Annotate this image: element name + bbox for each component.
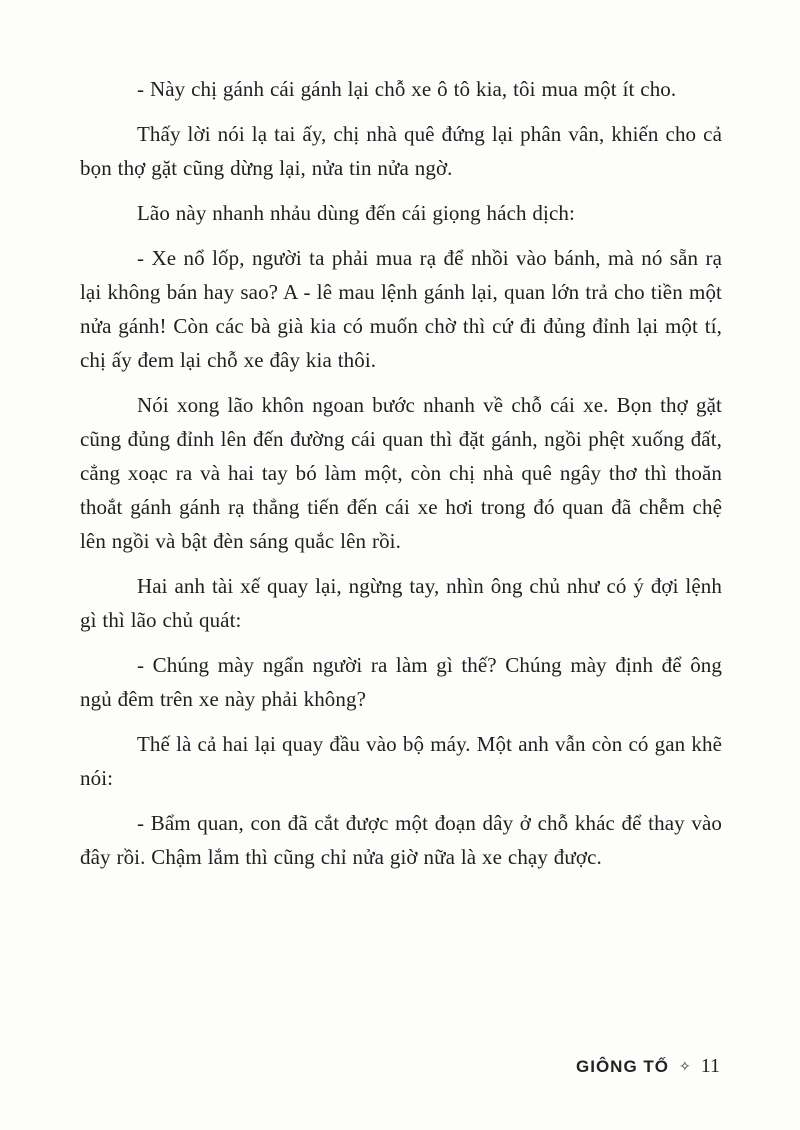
paragraph: Thế là cả hai lại quay đầu vào bộ máy. Một anh vẫn còn có gan khẽ nói: <box>80 732 722 790</box>
paragraph: Nói xong lão khôn ngoan bước nhanh về chỗ cái xe. Bọn thợ gặt cũng đủng đỉnh lên đến đường cái quan thì đặt gánh, ngồi phệt xuống đất, cẳng xoạc ra và hai tay bó làm một, còn chị nhà quê ngây thơ thì thoăn thoắt gánh gánh rạ thẳng tiến đến cái xe hơi trong đó quan đã chễm chệ lên ngồi và bật đèn sáng quắc lên rồi. <box>80 393 722 553</box>
paragraph: - Xe nổ lốp, người ta phải mua rạ để nhồi vào bánh, mà nó sẵn rạ lại không bán hay sao? A - lê mau lệnh gánh lại, quan lớn trả cho tiền một nửa gánh! Còn các bà già kia có muốn chờ thì cứ đi đủng đỉnh lại một tí, chị ấy đem lại chỗ xe đây kia thôi. <box>80 246 722 372</box>
paragraph: - Bẩm quan, con đã cắt được một đoạn dây ở chỗ khác để thay vào đây rồi. Chậm lắm thì cũng chỉ nửa giờ nữa là xe chạy được. <box>80 811 722 869</box>
paragraph: Hai anh tài xế quay lại, ngừng tay, nhìn ông chủ như có ý đợi lệnh gì thì lão chủ quát: <box>80 574 722 632</box>
paragraph: Lão này nhanh nhảu dùng đến cái giọng hách dịch: <box>137 201 575 225</box>
diamond-ornament-icon: ✧ <box>679 1059 691 1075</box>
page-footer <box>576 1055 720 1078</box>
paragraph: Thấy lời nói lạ tai ấy, chị nhà quê đứng lại phân vân, khiến cho cả bọn thợ gặt cũng dừng lại, nửa tin nửa ngờ. <box>80 122 722 180</box>
paragraph: - Chúng mày ngẩn người ra làm gì thế? Chúng mày định để ông ngủ đêm trên xe này phải không? <box>80 653 722 711</box>
text-block <box>80 72 722 885</box>
running-title: GIÔNG TỐ <box>576 1057 669 1076</box>
page-number: 11 <box>700 1055 720 1077</box>
paragraph: - Này chị gánh cái gánh lại chỗ xe ô tô kia, tôi mua một ít cho. <box>137 77 677 101</box>
